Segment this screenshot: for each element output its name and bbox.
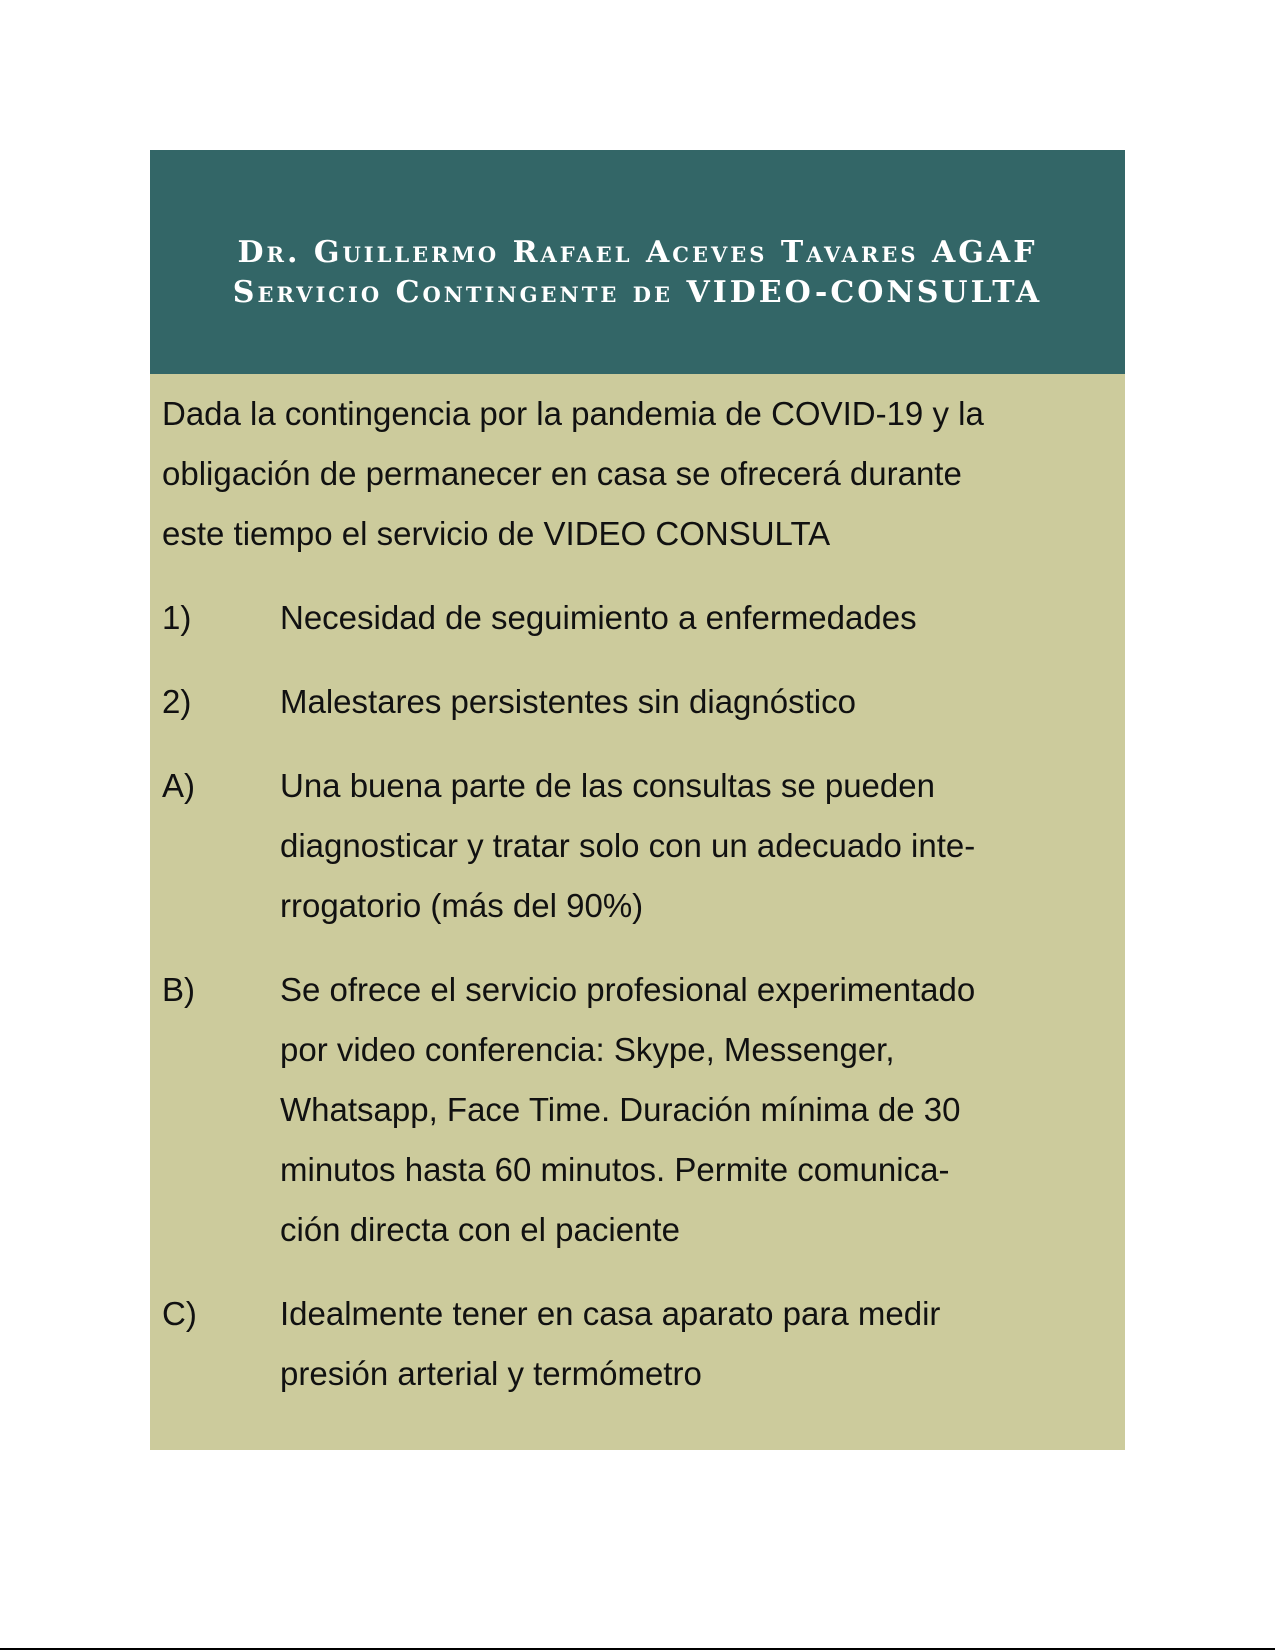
list-marker: 2) [162, 683, 192, 720]
list-marker: A) [162, 767, 195, 804]
list-item-line: diagnosticar y tratar solo con un adecuado inte- [280, 827, 976, 864]
list-marker: B) [162, 971, 195, 1008]
list-item-2 [162, 672, 1117, 732]
service-title: Servicio Contingente de VIDEO-CONSULTA [232, 275, 1043, 310]
list-item-line: Idealmente tener en casa aparato para medir [280, 1295, 941, 1332]
list-item-text [280, 1284, 1117, 1404]
list-item-text [280, 588, 1117, 648]
list-item-line: minutos hasta 60 minutos. Permite comunica- [280, 1151, 950, 1188]
list-marker: 1) [162, 599, 192, 636]
list-item-b [162, 960, 1117, 1260]
list-marker: C) [162, 1295, 197, 1332]
doctor-name-title: Dr. Guillermo Rafael Aceves Tavares AGAF [237, 235, 1038, 270]
list-item-line: Malestares persistentes sin diagnóstico [280, 683, 856, 720]
header-banner [150, 150, 1125, 374]
intro-line: obligación de permanecer en casa se ofrecerá durante [162, 455, 962, 492]
list-item-line: ción directa con el paciente [280, 1211, 680, 1248]
list-item-text [280, 960, 1117, 1260]
list-item-line: Necesidad de seguimiento a enfermedades [280, 599, 917, 636]
list-item-line: Una buena parte de las consultas se pueden [280, 767, 935, 804]
flyer-card [150, 150, 1125, 1450]
list-item-a [162, 756, 1117, 936]
flyer-content [162, 374, 1117, 1404]
list-item-line: por video conferencia: Skype, Messenger, [280, 1031, 895, 1068]
intro-line: Dada la contingencia por la pandemia de COVID-19 y la [162, 395, 984, 432]
list-item-line: Whatsapp, Face Time. Duración mínima de 30 [280, 1091, 961, 1128]
list-item-1 [162, 588, 1117, 648]
list-item-line: Se ofrece el servicio profesional experimentado [280, 971, 976, 1008]
list-item-text [280, 672, 1117, 732]
list-item-line: rrogatorio (más del 90%) [280, 887, 644, 924]
list-item-line: presión arterial y termómetro [280, 1355, 702, 1392]
list-item-c [162, 1284, 1117, 1404]
intro-paragraph [162, 384, 1117, 564]
intro-line: este tiempo el servicio de VIDEO CONSULTA [162, 515, 831, 552]
list-item-text [280, 756, 1117, 936]
